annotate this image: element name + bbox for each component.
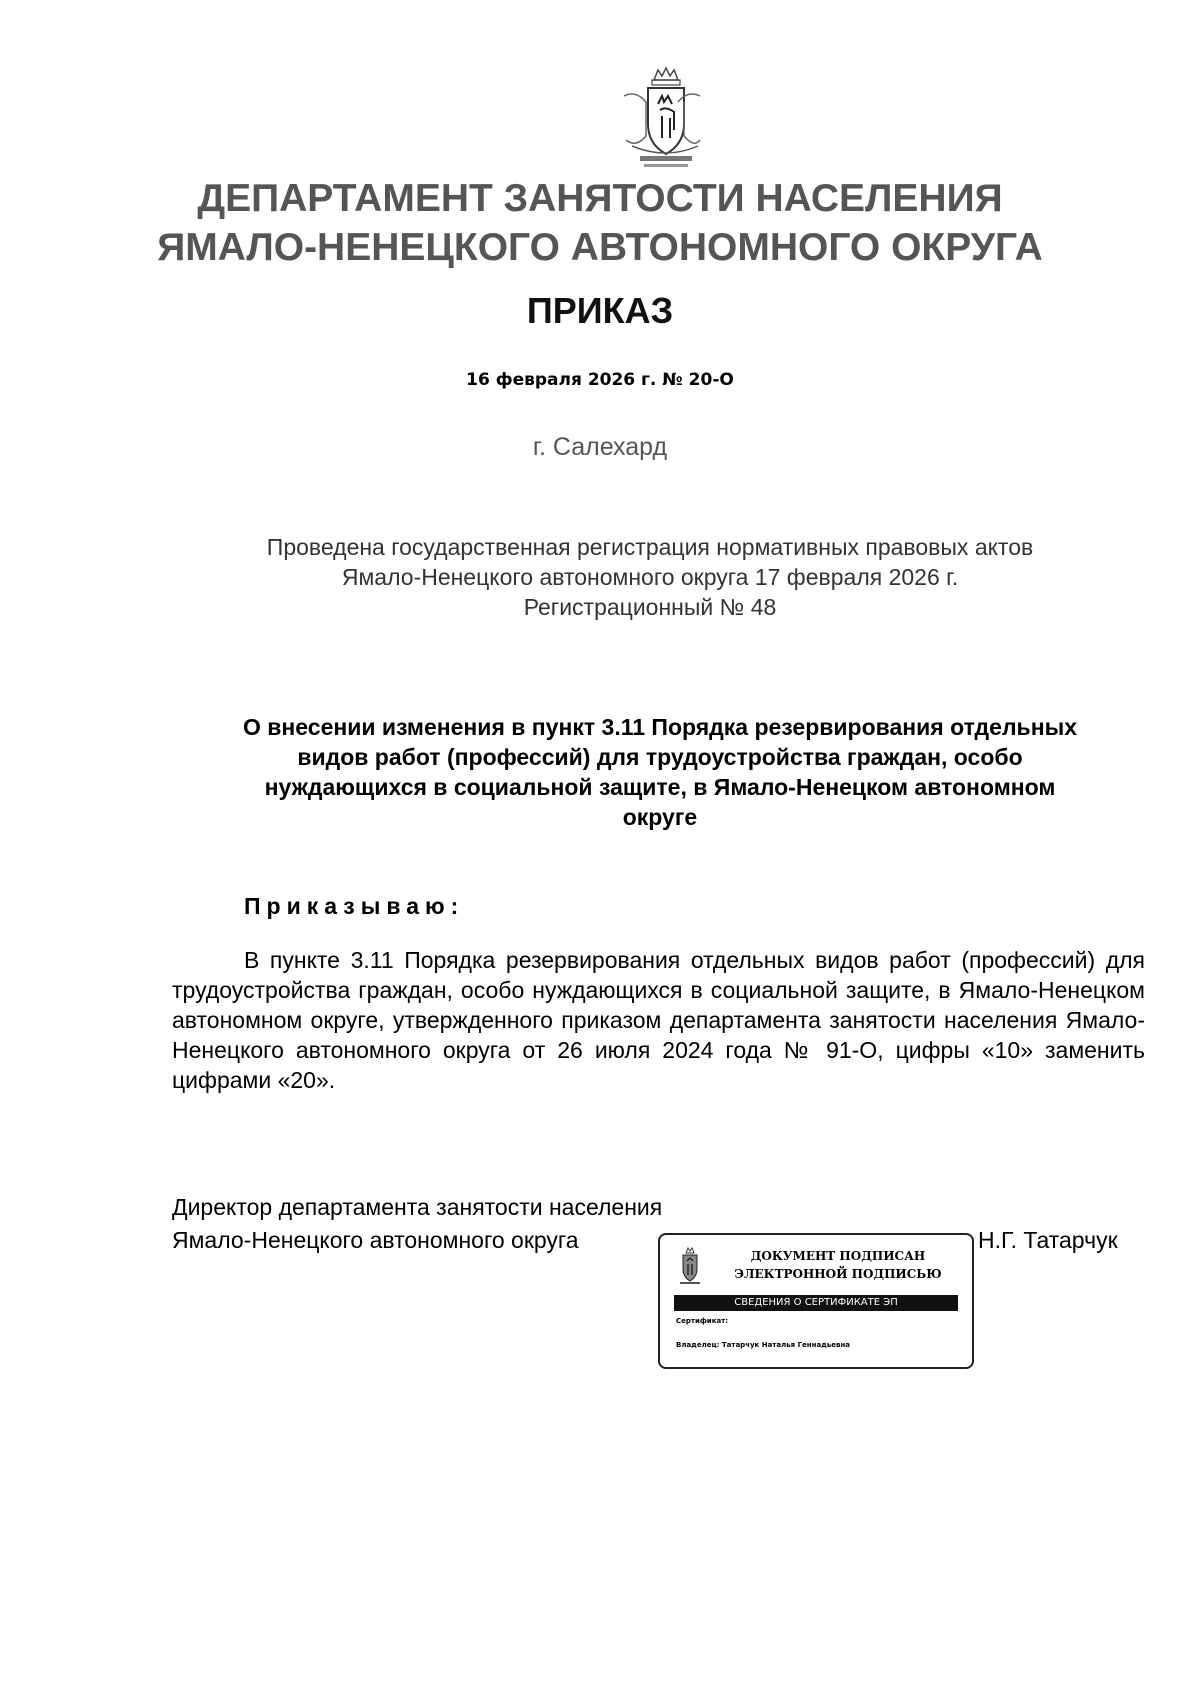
subject-line3: нуждающихся в социальной защите, в Ямало-Ненецком автономном bbox=[264, 774, 1056, 800]
electronic-signature-stamp bbox=[658, 1233, 974, 1369]
yamal-coat-of-arms-icon bbox=[618, 66, 706, 174]
stamp-validity bbox=[676, 1351, 966, 1363]
subject-line1: О внесении изменения в пункт 3.11 Порядка резервирования отдельных bbox=[242, 714, 1078, 740]
stamp-title bbox=[720, 1247, 956, 1283]
department-title-line2: ЯМАЛО-НЕНЕЦКОГО АВТОНОМНОГО ОКРУГА bbox=[157, 226, 1043, 269]
stamp-certificate-label: Сертификат: bbox=[676, 1317, 729, 1325]
signer-position-line2: Ямало-Ненецкого автономного округа bbox=[172, 1227, 579, 1253]
registration-line3: Регистрационный № 48 bbox=[523, 594, 777, 620]
signer-position-line1: Директор департамента занятости населения bbox=[172, 1194, 663, 1220]
stamp-certificate-id bbox=[676, 1327, 966, 1339]
yamal-coat-of-arms-icon bbox=[674, 1247, 706, 1287]
stamp-owner: Владелец: Татарчук Наталья Геннадьевна bbox=[676, 1341, 851, 1349]
signer-position bbox=[172, 1191, 662, 1257]
subject-line4: округе bbox=[622, 804, 698, 830]
order-subject bbox=[170, 712, 1150, 832]
registration-line1: Проведена государственная регистрация нормативных правовых актов bbox=[266, 534, 1034, 560]
order-body-paragraph: В пункте 3.11 Порядка резервирования отдельных видов работ (профессий) для трудоустройства граждан, особо нуждающихся в социальной защите, в Ямало-Ненецком автономном округе, утвержденного приказом департамента занятости населения Ямало-Ненецкого автономного округа от 26 июля 2024 года № 91-О, цифры «10» заменить цифрами «20». bbox=[172, 947, 1145, 1093]
registration-note bbox=[160, 532, 1140, 622]
stamp-certificate-bar: СВЕДЕНИЯ О СЕРТИФИКАТЕ ЭП bbox=[674, 1295, 958, 1311]
stamp-certificate-details bbox=[676, 1315, 966, 1363]
department-title-line1: ДЕПАРТАМЕНТ ЗАНЯТОСТИ НАСЕЛЕНИЯ bbox=[197, 177, 1003, 220]
order-keyword: Приказываю: bbox=[244, 893, 465, 919]
stamp-title-line2: ЭЛЕКТРОННОЙ ПОДПИСЬЮ bbox=[734, 1267, 942, 1281]
registration-line2: Ямало-Ненецкого автономного округа 17 февраля 2026 г. bbox=[341, 564, 959, 590]
department-title bbox=[0, 174, 1200, 272]
order-date-number: 16 февраля 2026 г. № 20-О bbox=[466, 370, 734, 390]
stamp-title-line1: ДОКУМЕНТ ПОДПИСАН bbox=[750, 1249, 926, 1263]
subject-line2: видов работ (профессий) для трудоустройства граждан, особо bbox=[297, 744, 1023, 770]
document-type: ПРИКАЗ bbox=[526, 290, 674, 331]
signer-name: Н.Г. Татарчук bbox=[978, 1227, 1118, 1253]
order-city: г. Салехард bbox=[532, 433, 668, 461]
